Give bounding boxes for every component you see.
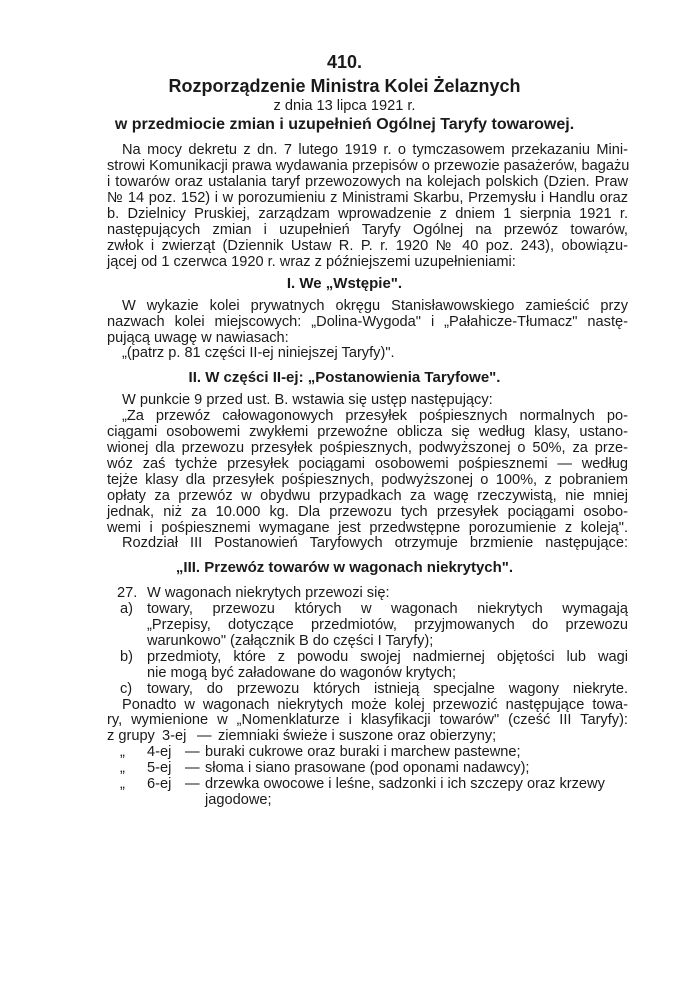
ditto-mark: „ (120, 760, 125, 776)
group-number: 5-ej (147, 760, 172, 776)
group-prefix: z grupy (107, 728, 155, 744)
section-2-line: opłaty za przewóz w obydwu przypadkach za wagę rzeczywistą, nie mniej (107, 488, 628, 504)
item-marker: 27. (117, 585, 138, 601)
section-2-line: ciągami osobowemi zwykłemi przewoźne oblicza się według klasy, ustano- (107, 424, 628, 440)
sub-item-line: warunkowo" (załącznik B do części I Taryfy); (147, 633, 434, 649)
sub-item-line: „Przepisy, dotyczące przedmiotów, przyjmowanych do przewozu (147, 617, 628, 633)
sub-item-line: towary, przewozu których w wagonach niekrytych wymagają (147, 601, 628, 617)
group-dash: — (185, 776, 200, 792)
group-text-continuation: jagodowe; (205, 792, 272, 808)
section-1-line: nazwach kolei miejscowych: „Dolina-Wygoda" i „Pałahicze-Tłumacz" nastę- (107, 314, 628, 330)
ditto-mark: „ (120, 776, 125, 792)
document-date: z dnia 13 lipca 1921 r. (273, 98, 416, 114)
section-2-line: wemi i pośpiesznemi wymagane jest przedwstępne porozumienie z koleją". (107, 520, 628, 536)
document-subject: w przedmiocie zmian i uzupełnień Ogólnej Taryfy towarowej. (114, 116, 575, 133)
intro-line: b. Dzielnicy Pruskiej, zarządzam wprowadzenie z dniem 1 sierpnia 1921 r. (107, 206, 628, 222)
section-1-line: pującą uwagę w nawiasach: (107, 330, 289, 346)
group-number: 6-ej (147, 776, 172, 792)
intro-line: następujących zmian i uzupełnień Taryfy Ogólnej na przewóz towarów, (107, 222, 628, 238)
section-2-line: „Za przewóz całowagonowych przesyłek pośpiesznych normalnych po- (122, 408, 628, 424)
section-3-heading: „III. Przewóz towarów w wagonach niekrytych". (175, 559, 514, 576)
group-dash: — (185, 760, 200, 776)
section-1-heading: I. We „Wstępie". (286, 275, 403, 292)
intro-line: zwłok i zwierząt (Dziennik Ustaw R. P. r. 1920 № 40 poz. 243), obowiązu- (107, 238, 628, 254)
section-2-line: W punkcie 9 przed ust. B. wstawia się ustęp następujący: (122, 392, 493, 408)
group-text: słoma i siano prasowane (pod oponami nadawcy); (205, 760, 530, 776)
sub-item-marker: a) (120, 601, 133, 617)
section-2-heading: II. W części II-ej: „Postanowienia Taryfowe". (188, 369, 501, 386)
group-text: buraki cukrowe oraz buraki i marchew pastewne; (205, 744, 521, 760)
intro-line: Na mocy dekretu z dn. 7 lutego 1919 r. o tymczasowem przekazaniu Mini- (122, 142, 628, 158)
document-title: Rozporządzenie Ministra Kolei Żelaznych (168, 76, 521, 96)
group-text: drzewka owocowe i leśne, sadzonki i ich szczepy oraz krzewy (205, 776, 605, 792)
group-dash: — (197, 728, 212, 744)
section-2-line: jednak, niż za 10.000 kg. Dla przewozu tych przesyłek pociągami osobo- (107, 504, 628, 520)
intro-line: i towarów oraz ustalania taryf przewozowych na kolejach polskich (Dzien. Praw (107, 174, 628, 190)
intro-line: strowi Komunikacji prawa wydawania przepisów o przewozie pasażerów, bagażu (107, 158, 630, 174)
page-number: 410. (326, 52, 363, 72)
section-2-line: tejże klasy dla przesyłek pośpiesznych, podwyższonej o 100%, z pobraniem (107, 472, 628, 488)
sub-item-marker: c) (120, 681, 133, 697)
ditto-mark: „ (120, 744, 125, 760)
intro-line: jącej od 1 czerwca 1920 r. wraz z późniejszemi uzupełnieniami: (107, 254, 516, 270)
group-number: 3-ej (162, 728, 187, 744)
section-1-line: „(patrz p. 81 części II-ej niniejszej Taryfy)". (122, 345, 395, 361)
sub-item-marker: b) (120, 649, 133, 665)
group-number: 4-ej (147, 744, 172, 760)
section-1-line: W wykazie kolei prywatnych okręgu Stanisławowskiego zamieścić przy (122, 298, 628, 314)
item-text: W wagonach niekrytych przewozi się: (147, 585, 390, 601)
intro-line: № 14 poz. 152) i w porozumieniu z Ministrami Skarbu, Przemysłu i Handlu oraz (107, 190, 628, 206)
sub-item-line: przedmioty, które z powodu swojej nadmiernej objętości lub wagi (147, 649, 628, 665)
section-2-line: wionej dla przewozu przesyłek pośpiesznych, podwyższonej o 50%, za prze- (107, 440, 628, 456)
group-dash: — (185, 744, 200, 760)
sub-item-line: towary, do przewozu których istnieją specjalne wagony niekryte. (147, 681, 628, 697)
group-text: ziemniaki świeże i suszone oraz obierzyny; (218, 728, 497, 744)
sub-item-line: nie mogą być załadowane do wagonów krytych; (147, 665, 457, 681)
further-line: ry, wymienione w „Nomenklaturze i klasyfikacji towarów" (cześć III Taryfy): (107, 712, 628, 728)
further-line: Ponadto w wagonach niekrytych może kolej przewozić następujące towa- (122, 697, 628, 713)
section-2-line: wóz zaś tychże przesyłek pociągami osobowemi pośpiesznemi — według (107, 456, 628, 472)
section-2-line: Rozdział III Postanowień Taryfowych otrzymuje brzmienie następujące: (122, 535, 628, 551)
